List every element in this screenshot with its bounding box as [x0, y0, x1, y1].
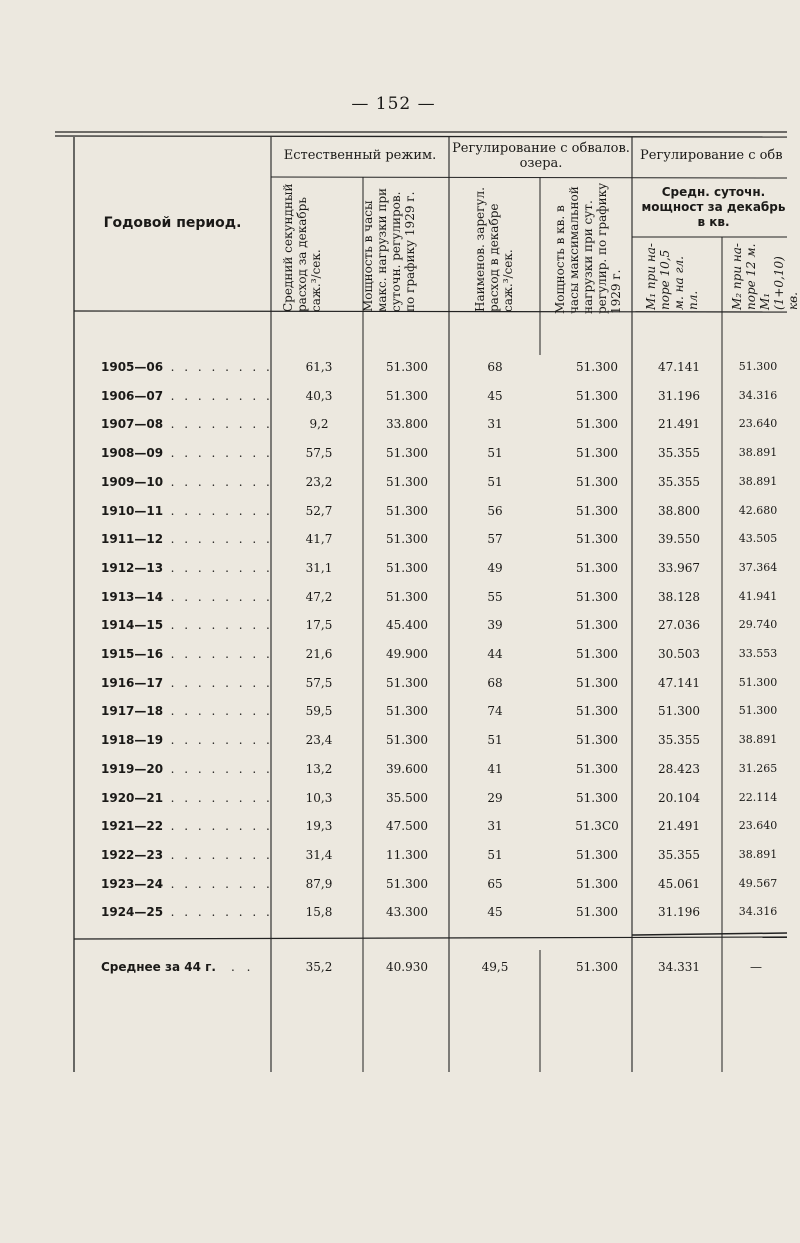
- cell-c3: 45: [487, 388, 503, 403]
- period-cell: 1913—14: [101, 589, 164, 604]
- cell-c5: 35.355: [658, 474, 700, 489]
- leader-dots: . . . . . . . . .: [157, 847, 273, 862]
- cell-c2: 35.500: [386, 790, 428, 805]
- cell-c5: 38.800: [658, 503, 700, 518]
- average-c5: 34.331: [658, 960, 700, 974]
- table-row: [0, 644, 787, 664]
- cell-c5: 21.491: [658, 819, 700, 834]
- cell-c5: 30.503: [658, 647, 700, 661]
- cell-c3: 45: [487, 905, 503, 920]
- cell-c6: 33.553: [738, 647, 778, 660]
- header-col-regulated-discharge: Наименов. зарегул. расход в декабре саж.³/сек.: [473, 187, 515, 312]
- cell-c3: 74: [487, 704, 503, 719]
- table-row: [0, 472, 787, 492]
- period-cell: 1909—10: [101, 474, 164, 489]
- table-row: [0, 730, 787, 750]
- cell-c1: 19,3: [305, 819, 333, 834]
- cell-c4: 51.300: [576, 733, 618, 748]
- cell-c4: 51.300: [576, 647, 618, 661]
- cell-c5: 28.423: [658, 761, 700, 776]
- cell-c6: 51.300: [738, 360, 778, 373]
- leader-dots: . . . . . . . . .: [157, 761, 273, 776]
- cell-c1: 87,9: [305, 876, 333, 891]
- cell-c1: 41,7: [305, 532, 333, 547]
- period-cell: 1915—16: [101, 647, 164, 661]
- cell-c5: 33.967: [658, 560, 700, 575]
- cell-c4: 51.300: [576, 446, 618, 461]
- cell-c2: 33.800: [386, 417, 428, 432]
- cell-c4: 51.300: [576, 675, 618, 690]
- average-row: [0, 957, 787, 977]
- cell-c3: 55: [487, 589, 503, 604]
- cell-c3: 56: [487, 503, 503, 518]
- period-cell: 1912—13: [101, 560, 164, 575]
- table-row: [0, 443, 787, 463]
- cell-c1: 52,7: [305, 503, 333, 518]
- cell-c2: 45.400: [386, 618, 428, 633]
- cell-c6: 22.114: [738, 790, 778, 804]
- cell-c1: 40,3: [305, 388, 333, 403]
- cell-c2: 51.300: [386, 733, 428, 748]
- cell-c4: 51.300: [576, 704, 618, 719]
- cell-c5: 20.104: [658, 790, 700, 805]
- cell-c5: 21.491: [658, 417, 700, 432]
- period-cell: 1919—20: [101, 761, 164, 776]
- cell-c2: 51.300: [386, 388, 428, 403]
- cell-c2: 39.600: [386, 761, 428, 776]
- cell-c1: 23,2: [305, 474, 333, 489]
- cell-c4: 51.300: [576, 790, 618, 805]
- cell-c5: 45.061: [658, 876, 700, 891]
- cell-c1: 23,4: [305, 733, 333, 748]
- cell-c6: 51.300: [738, 675, 778, 689]
- leader-dots: . . . . . . . . .: [157, 618, 273, 633]
- leader-dots: . . . . . . . . .: [157, 417, 273, 432]
- cell-c1: 57,5: [305, 675, 333, 690]
- table-row: [0, 587, 787, 607]
- cell-c6: 23.640: [738, 417, 778, 431]
- cell-c5: 47.141: [658, 360, 700, 374]
- cell-c2: 47.500: [386, 819, 428, 834]
- header-period: Годовой период.: [103, 215, 242, 231]
- leader-dots: . . . . . . . . .: [157, 503, 273, 518]
- average-c1: 35,2: [305, 960, 333, 974]
- cell-c6: 43.505: [738, 532, 778, 546]
- cell-c2: 51.300: [386, 675, 428, 690]
- period-cell: 1917—18: [101, 704, 164, 719]
- average-dots: . .: [231, 960, 255, 974]
- cell-c1: 59,5: [305, 704, 333, 719]
- period-cell: 1907—08: [101, 417, 164, 432]
- leader-dots: . . . . . . . . .: [157, 360, 273, 374]
- cell-c2: 51.300: [386, 560, 428, 575]
- period-cell: 1905—06: [101, 360, 164, 374]
- cell-c1: 21,6: [305, 647, 333, 661]
- cell-c2: 51.300: [386, 360, 428, 374]
- cell-c4: 51.300: [576, 388, 618, 403]
- average-c4: 51.300: [576, 960, 618, 974]
- period-cell: 1918—19: [101, 733, 164, 748]
- cell-c4: 51.300: [576, 876, 618, 891]
- leader-dots: . . . . . . . . .: [157, 733, 273, 748]
- cell-c6: 49.567: [738, 876, 778, 890]
- cell-c3: 57: [487, 532, 503, 547]
- leader-dots: . . . . . . . . .: [157, 790, 273, 805]
- table-row: [0, 615, 787, 635]
- cell-c5: 35.355: [658, 733, 700, 748]
- cell-c4: 51.300: [576, 360, 618, 374]
- cell-c2: 51.300: [386, 704, 428, 719]
- table-row: [0, 788, 787, 808]
- cell-c6: 51.300: [738, 704, 778, 718]
- header-natural-regime: Естественный режим.: [283, 148, 437, 163]
- cell-c3: 44: [487, 647, 503, 661]
- cell-c6: 38.891: [738, 847, 778, 861]
- leader-dots: . . . . . . . . .: [157, 876, 273, 891]
- page-number: — 152 —: [351, 94, 436, 114]
- header-col-m1: M₁ при на- поре 10,5 м. на гл. пл.: [644, 243, 700, 310]
- cell-c3: 65: [487, 876, 503, 891]
- leader-dots: . . . . . . . . .: [157, 589, 273, 604]
- cell-c3: 39: [487, 618, 503, 633]
- header-col-discharge: Средний секундный расход за декабрь саж.³/сек.: [281, 183, 323, 312]
- leader-dots: . . . . . . . . .: [157, 647, 273, 661]
- cell-c3: 51: [487, 446, 503, 461]
- table-row: [0, 845, 787, 865]
- table-row: [0, 414, 787, 434]
- leader-dots: . . . . . . . . .: [157, 704, 273, 719]
- cell-c6: 41.941: [738, 589, 778, 603]
- header-col-m2: M₂ при на- поре 12 м. M₁ (1+0,10) кв.: [730, 243, 800, 310]
- period-cell: 1921—22: [101, 819, 164, 834]
- cell-c6: 34.316: [738, 905, 778, 919]
- cell-c3: 51: [487, 733, 503, 748]
- cell-c2: 51.300: [386, 474, 428, 489]
- period-cell: 1914—15: [101, 618, 164, 633]
- cell-c3: 31: [487, 417, 503, 432]
- period-cell: 1920—21: [101, 790, 164, 805]
- cell-c2: 11.300: [386, 847, 428, 862]
- cell-c6: 34.316: [738, 388, 778, 402]
- cell-c4: 51.3C0: [575, 819, 619, 834]
- cell-c4: 51.300: [576, 847, 618, 862]
- leader-dots: . . . . . . . . .: [157, 532, 273, 547]
- cell-c2: 51.300: [386, 446, 428, 461]
- cell-c2: 51.300: [386, 876, 428, 891]
- cell-c5: 38.128: [658, 589, 700, 604]
- cell-c1: 31,1: [305, 560, 333, 575]
- period-cell: 1916—17: [101, 675, 164, 690]
- cell-c3: 31: [487, 819, 503, 834]
- cell-c4: 51.300: [576, 618, 618, 633]
- header-regulation-lake: Регулирование с обвалов. озера.: [452, 141, 630, 171]
- cell-c5: 31.196: [658, 905, 700, 920]
- cell-c5: 35.355: [658, 847, 700, 862]
- period-cell: 1924—25: [101, 905, 164, 920]
- table-row: [0, 673, 787, 693]
- period-cell: 1910—11: [101, 503, 164, 518]
- cell-c2: 49.900: [386, 647, 428, 661]
- leader-dots: . . . . . . . . .: [157, 474, 273, 489]
- table-row: [0, 529, 787, 549]
- cell-c4: 51.300: [576, 905, 618, 920]
- cell-c3: 68: [487, 360, 503, 374]
- period-cell: 1923—24: [101, 876, 164, 891]
- table-row: [0, 501, 787, 521]
- cell-c4: 51.300: [576, 589, 618, 604]
- cell-c4: 51.300: [576, 761, 618, 776]
- table-row: [0, 558, 787, 578]
- leader-dots: . . . . . . . . .: [157, 819, 273, 834]
- table-row: [0, 357, 787, 377]
- period-cell: 1911—12: [101, 532, 164, 547]
- cell-c2: 51.300: [386, 503, 428, 518]
- cell-c1: 15,8: [305, 905, 333, 920]
- leader-dots: . . . . . . . . .: [157, 675, 273, 690]
- cell-c1: 61,3: [305, 360, 333, 374]
- cell-c6: 23.640: [738, 819, 778, 833]
- header-col-power-natural: Мощность в часы макс. нагрузки при суточн. регулиров. по графику 1929 г.: [361, 187, 417, 312]
- cell-c3: 41: [487, 761, 503, 776]
- table-row: [0, 874, 787, 894]
- cell-c1: 47,2: [305, 589, 333, 604]
- average-c3: 49,5: [481, 960, 509, 974]
- period-cell: 1906—07: [101, 388, 164, 403]
- period-cell: 1908—09: [101, 446, 164, 461]
- table-row: [0, 816, 787, 836]
- leader-dots: . . . . . . . . .: [157, 446, 273, 461]
- table-row: [0, 386, 787, 406]
- average-c6: —: [750, 960, 762, 974]
- cell-c5: 27.036: [658, 618, 700, 633]
- cell-c3: 68: [487, 675, 503, 690]
- cell-c6: 38.891: [738, 474, 778, 488]
- header-avg-power: Средн. суточн. мощност за декабрь в кв.: [641, 185, 786, 229]
- header-col-power-regulated: Мощность в кв. в часы максимальной нагрузки при сут. регулир. по графику 1929 г.: [553, 182, 623, 314]
- table-row: [0, 759, 787, 779]
- average-c2: 40.930: [386, 960, 428, 974]
- cell-c6: 42.680: [738, 503, 778, 517]
- cell-c5: 39.550: [658, 532, 700, 547]
- cell-c6: 38.891: [738, 446, 778, 460]
- cell-c2: 51.300: [386, 532, 428, 547]
- cell-c5: 31.196: [658, 388, 700, 403]
- cell-c6: 37.364: [738, 560, 778, 574]
- period-cell: 1922—23: [101, 847, 164, 862]
- leader-dots: . . . . . . . . .: [157, 905, 273, 920]
- cell-c6: 31.265: [738, 761, 778, 775]
- cell-c1: 31,4: [305, 847, 333, 862]
- cell-c5: 35.355: [658, 446, 700, 461]
- cell-c1: 9,2: [309, 417, 329, 432]
- cell-c5: 51.300: [658, 704, 700, 719]
- cell-c1: 17,5: [305, 618, 333, 633]
- cell-c6: 38.891: [738, 733, 778, 747]
- table-row: [0, 701, 787, 721]
- cell-c4: 51.300: [576, 560, 618, 575]
- leader-dots: . . . . . . . . .: [157, 388, 273, 403]
- cell-c4: 51.300: [576, 417, 618, 432]
- table-row: [0, 902, 787, 922]
- cell-c2: 43.300: [386, 905, 428, 920]
- cell-c2: 51.300: [386, 589, 428, 604]
- cell-c1: 57,5: [305, 446, 333, 461]
- cell-c1: 10,3: [305, 790, 333, 805]
- cell-c4: 51.300: [576, 474, 618, 489]
- cell-c4: 51.300: [576, 532, 618, 547]
- cell-c3: 49: [487, 560, 503, 575]
- cell-c5: 47.141: [658, 675, 700, 690]
- cell-c3: 51: [487, 474, 503, 489]
- cell-c4: 51.300: [576, 503, 618, 518]
- cell-c6: 29.740: [738, 618, 778, 632]
- cell-c3: 51: [487, 847, 503, 862]
- header-regulation-obv: Регулирование с обв: [640, 148, 783, 163]
- cell-c3: 29: [487, 790, 503, 805]
- leader-dots: . . . . . . . . .: [157, 560, 273, 575]
- average-label: Среднее за 44 г.: [101, 960, 216, 974]
- cell-c1: 13,2: [305, 761, 333, 776]
